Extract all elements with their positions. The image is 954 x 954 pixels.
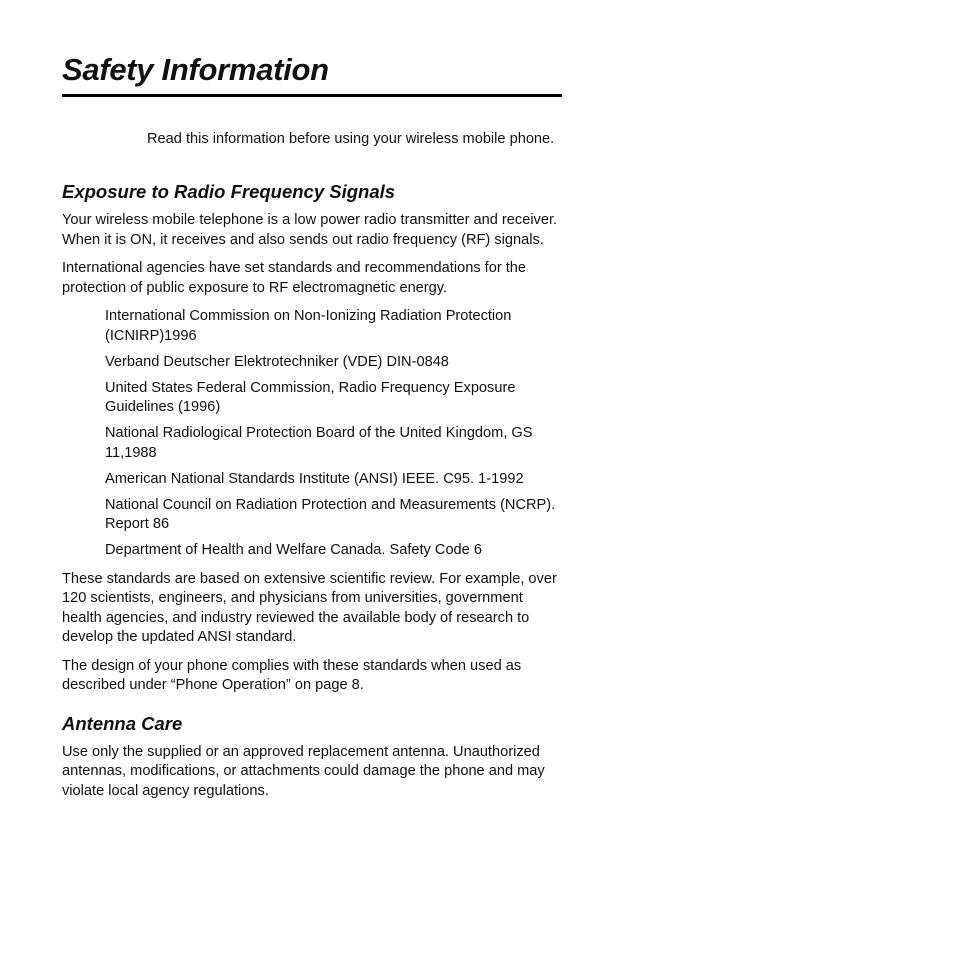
exposure-paragraph-1: Your wireless mobile telephone is a low power radio transmitter and receiver. When it is ON, it receives and also sends out radio frequency (RF) signals.	[62, 212, 558, 248]
exposure-paragraph-2: International agencies have set standards and recommendations for the protection of public exposure to RF electromagnetic energy.	[62, 260, 527, 296]
exposure-paragraph-3: These standards are based on extensive scientific review. For example, over 120 scientists, engineers, and physicians from universities, government health agencies, and industry reviewed the available body of research to develop the updated ANSI standard.	[62, 570, 557, 645]
intro-text: Read this information before using your wireless mobile phone.	[147, 131, 555, 147]
list-item: Verband Deutscher Elektrotechniker (VDE) DIN-0848	[105, 353, 449, 370]
page-title: Safety Information	[62, 52, 329, 87]
list-item: American National Standards Institute (ANSI) IEEE. C95. 1-1992	[105, 470, 524, 487]
section-exposure	[62, 180, 562, 696]
section-heading-exposure: Exposure to Radio Frequency Signals	[62, 181, 396, 202]
exposure-paragraph-4: The design of your phone complies with these standards when used as described under “Phone Operation” on page 8.	[62, 657, 522, 693]
section-antenna-care	[62, 712, 562, 802]
list-item: International Commission on Non-Ionizing Radiation Protection (ICNIRP)1996	[105, 308, 512, 344]
list-item: National Radiological Protection Board of the United Kingdom, GS 11,1988	[105, 425, 533, 461]
list-item: National Council on Radiation Protection and Measurements (NCRP). Report 86	[105, 496, 556, 532]
section-heading-antenna-care: Antenna Care	[62, 712, 183, 734]
antenna-paragraph-1: Use only the supplied or an approved replacement antenna. Unauthorized antennas, modifications, or attachments could damage the phone and may violate local agency regulations.	[62, 743, 545, 799]
title-divider	[62, 94, 562, 97]
standards-list	[62, 307, 562, 561]
list-item: United States Federal Commission, Radio Frequency Exposure Guidelines (1996)	[105, 379, 516, 415]
list-item: Department of Health and Welfare Canada. Safety Code 6	[105, 542, 482, 558]
content-body	[62, 180, 562, 810]
section-spacer	[62, 705, 562, 712]
